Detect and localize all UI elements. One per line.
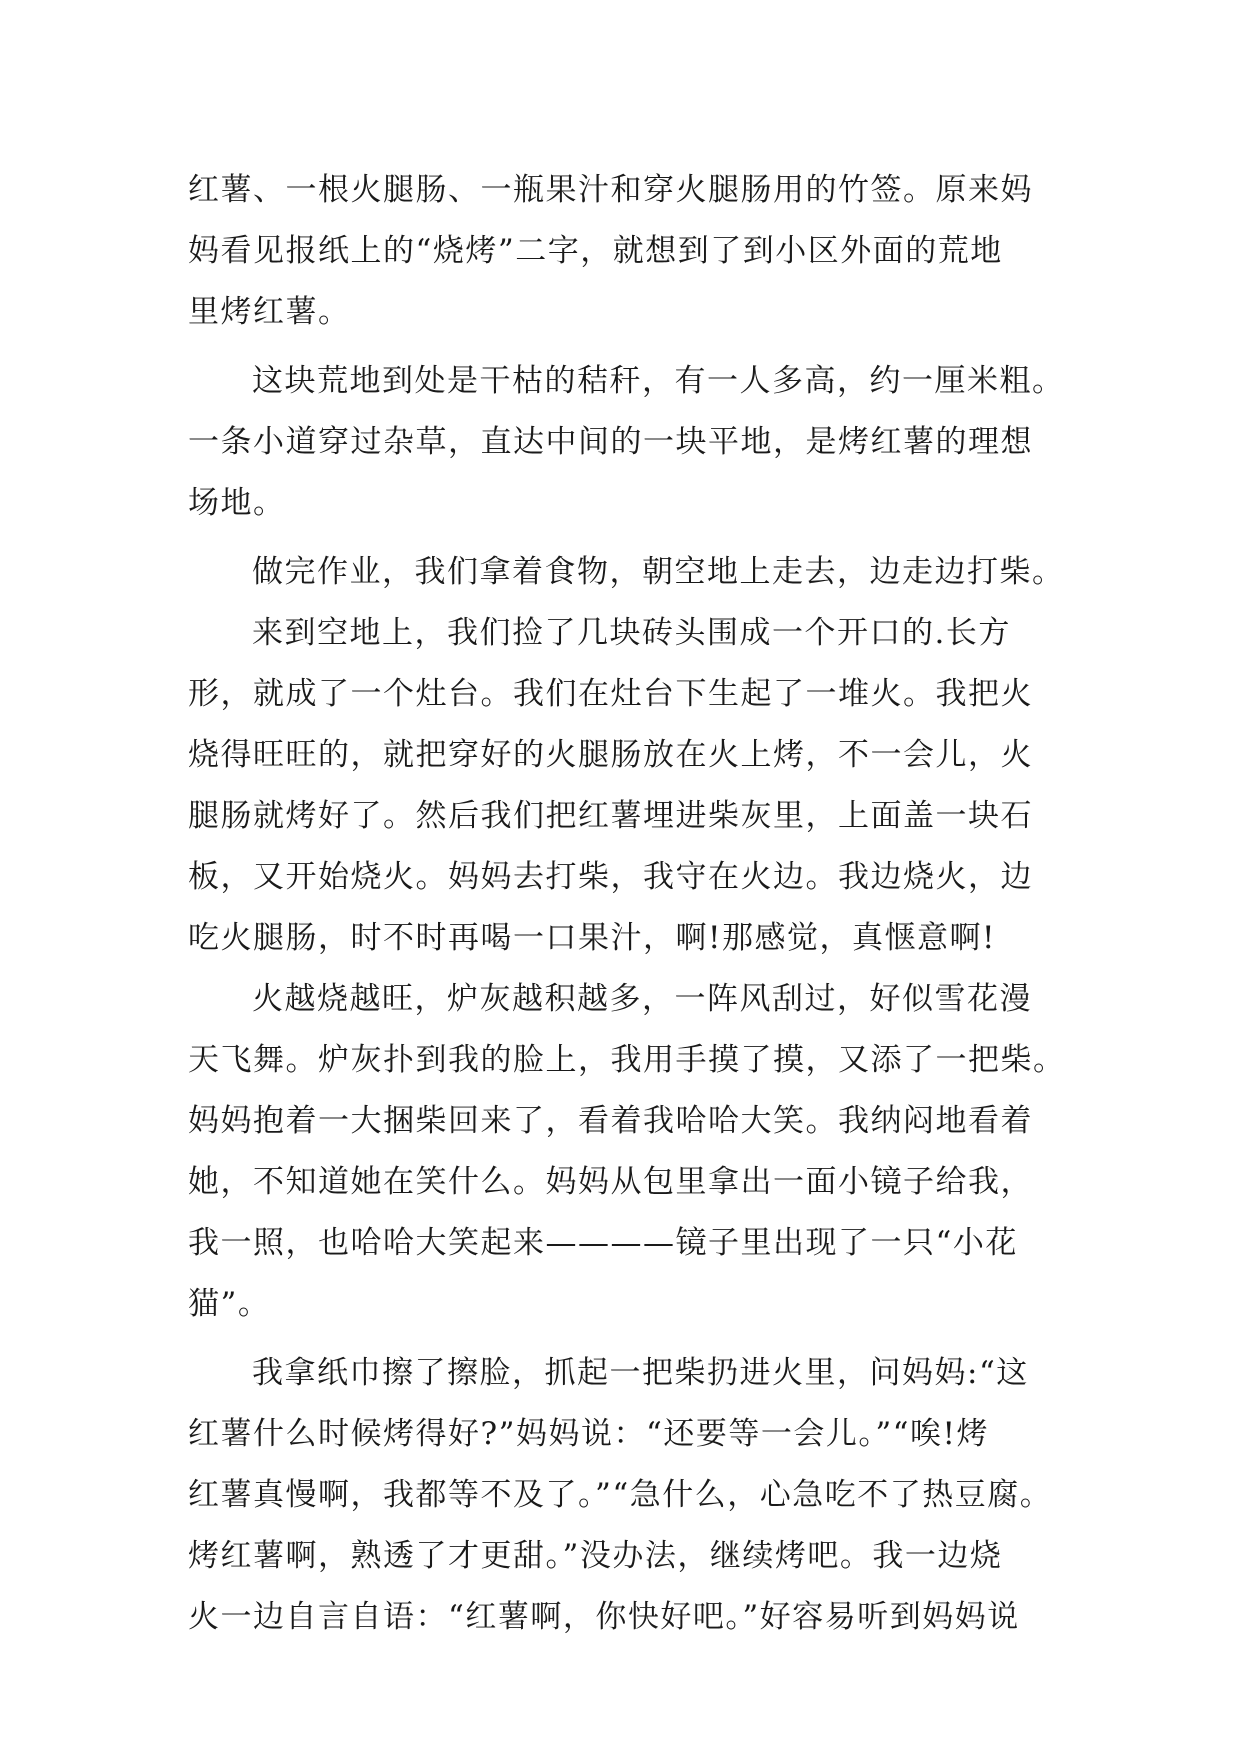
text-line: 烤红薯啊，熟透了才更甜。”没办法，继续烤吧。我一边烧 (188, 1538, 1003, 1574)
text-line: 来到空地上，我们捡了几块砖头围成一个开口的.长方 (252, 615, 1011, 651)
text-line: 里烤红薯。 (188, 294, 351, 330)
body-text (188, 160, 1068, 1648)
text-line: 火越烧越旺，炉灰越积越多，一阵风刮过，好似雪花漫 (252, 981, 1032, 1017)
text-line: 形，就成了一个灶台。我们在灶台下生起了一堆火。我把火 (188, 676, 1033, 712)
text-line: 我一照，也哈哈大笑起来————镜子里出现了一只“小花 (188, 1225, 1018, 1261)
text-line: 做完作业，我们拿着食物，朝空地上走去，边走边打柴。 (252, 554, 1065, 590)
paragraph (188, 542, 1068, 603)
paragraph (188, 603, 1068, 969)
text-line: 板，又开始烧火。妈妈去打柴，我守在火边。我边烧火，边 (188, 859, 1033, 895)
text-line: 这块荒地到处是干枯的秸秆，有一人多高，约一厘米粗。 (252, 363, 1065, 399)
text-line: 红薯真慢啊，我都等不及了。”“急什么，心急吃不了热豆腐。 (188, 1477, 1053, 1513)
text-line: 天飞舞。炉灰扑到我的脸上，我用手摸了摸，又添了一把柴。 (188, 1042, 1066, 1078)
text-line: 场地。 (188, 485, 286, 521)
text-line: 一条小道穿过杂草，直达中间的一块平地，是烤红薯的理想 (188, 424, 1033, 460)
text-line: 红薯什么时候烤得好?”妈妈说：“还要等一会儿。”“唉!烤 (188, 1416, 989, 1452)
text-line: 她，不知道她在笑什么。妈妈从包里拿出一面小镜子给我， (188, 1164, 1033, 1200)
paragraph (188, 351, 1068, 534)
text-line: 红薯、一根火腿肠、一瓶果汁和穿火腿肠用的竹签。原来妈 (188, 172, 1033, 208)
text-line: 妈妈抱着一大捆柴回来了，看着我哈哈大笑。我纳闷地看着 (188, 1103, 1033, 1139)
paragraph (188, 1343, 1068, 1648)
text-line: 烧得旺旺的，就把穿好的火腿肠放在火上烤，不一会儿，火 (188, 737, 1033, 773)
text-line: 火一边自言自语：“红薯啊，你快好吧。”好容易听到妈妈说 (188, 1599, 1020, 1635)
text-line: 腿肠就烤好了。然后我们把红薯埋进柴灰里，上面盖一块石 (188, 798, 1033, 834)
text-line: 猫”。 (188, 1286, 271, 1322)
text-line: 吃火腿肠，时不时再喝一口果汁，啊!那感觉，真惬意啊! (188, 920, 996, 956)
text-line: 我拿纸巾擦了擦脸，抓起一把柴扔进火里，问妈妈:“这 (252, 1355, 1029, 1391)
text-line: 妈看见报纸上的“烧烤”二字，就想到了到小区外面的荒地 (188, 233, 1003, 269)
paragraph (188, 160, 1068, 343)
paragraph (188, 969, 1068, 1335)
